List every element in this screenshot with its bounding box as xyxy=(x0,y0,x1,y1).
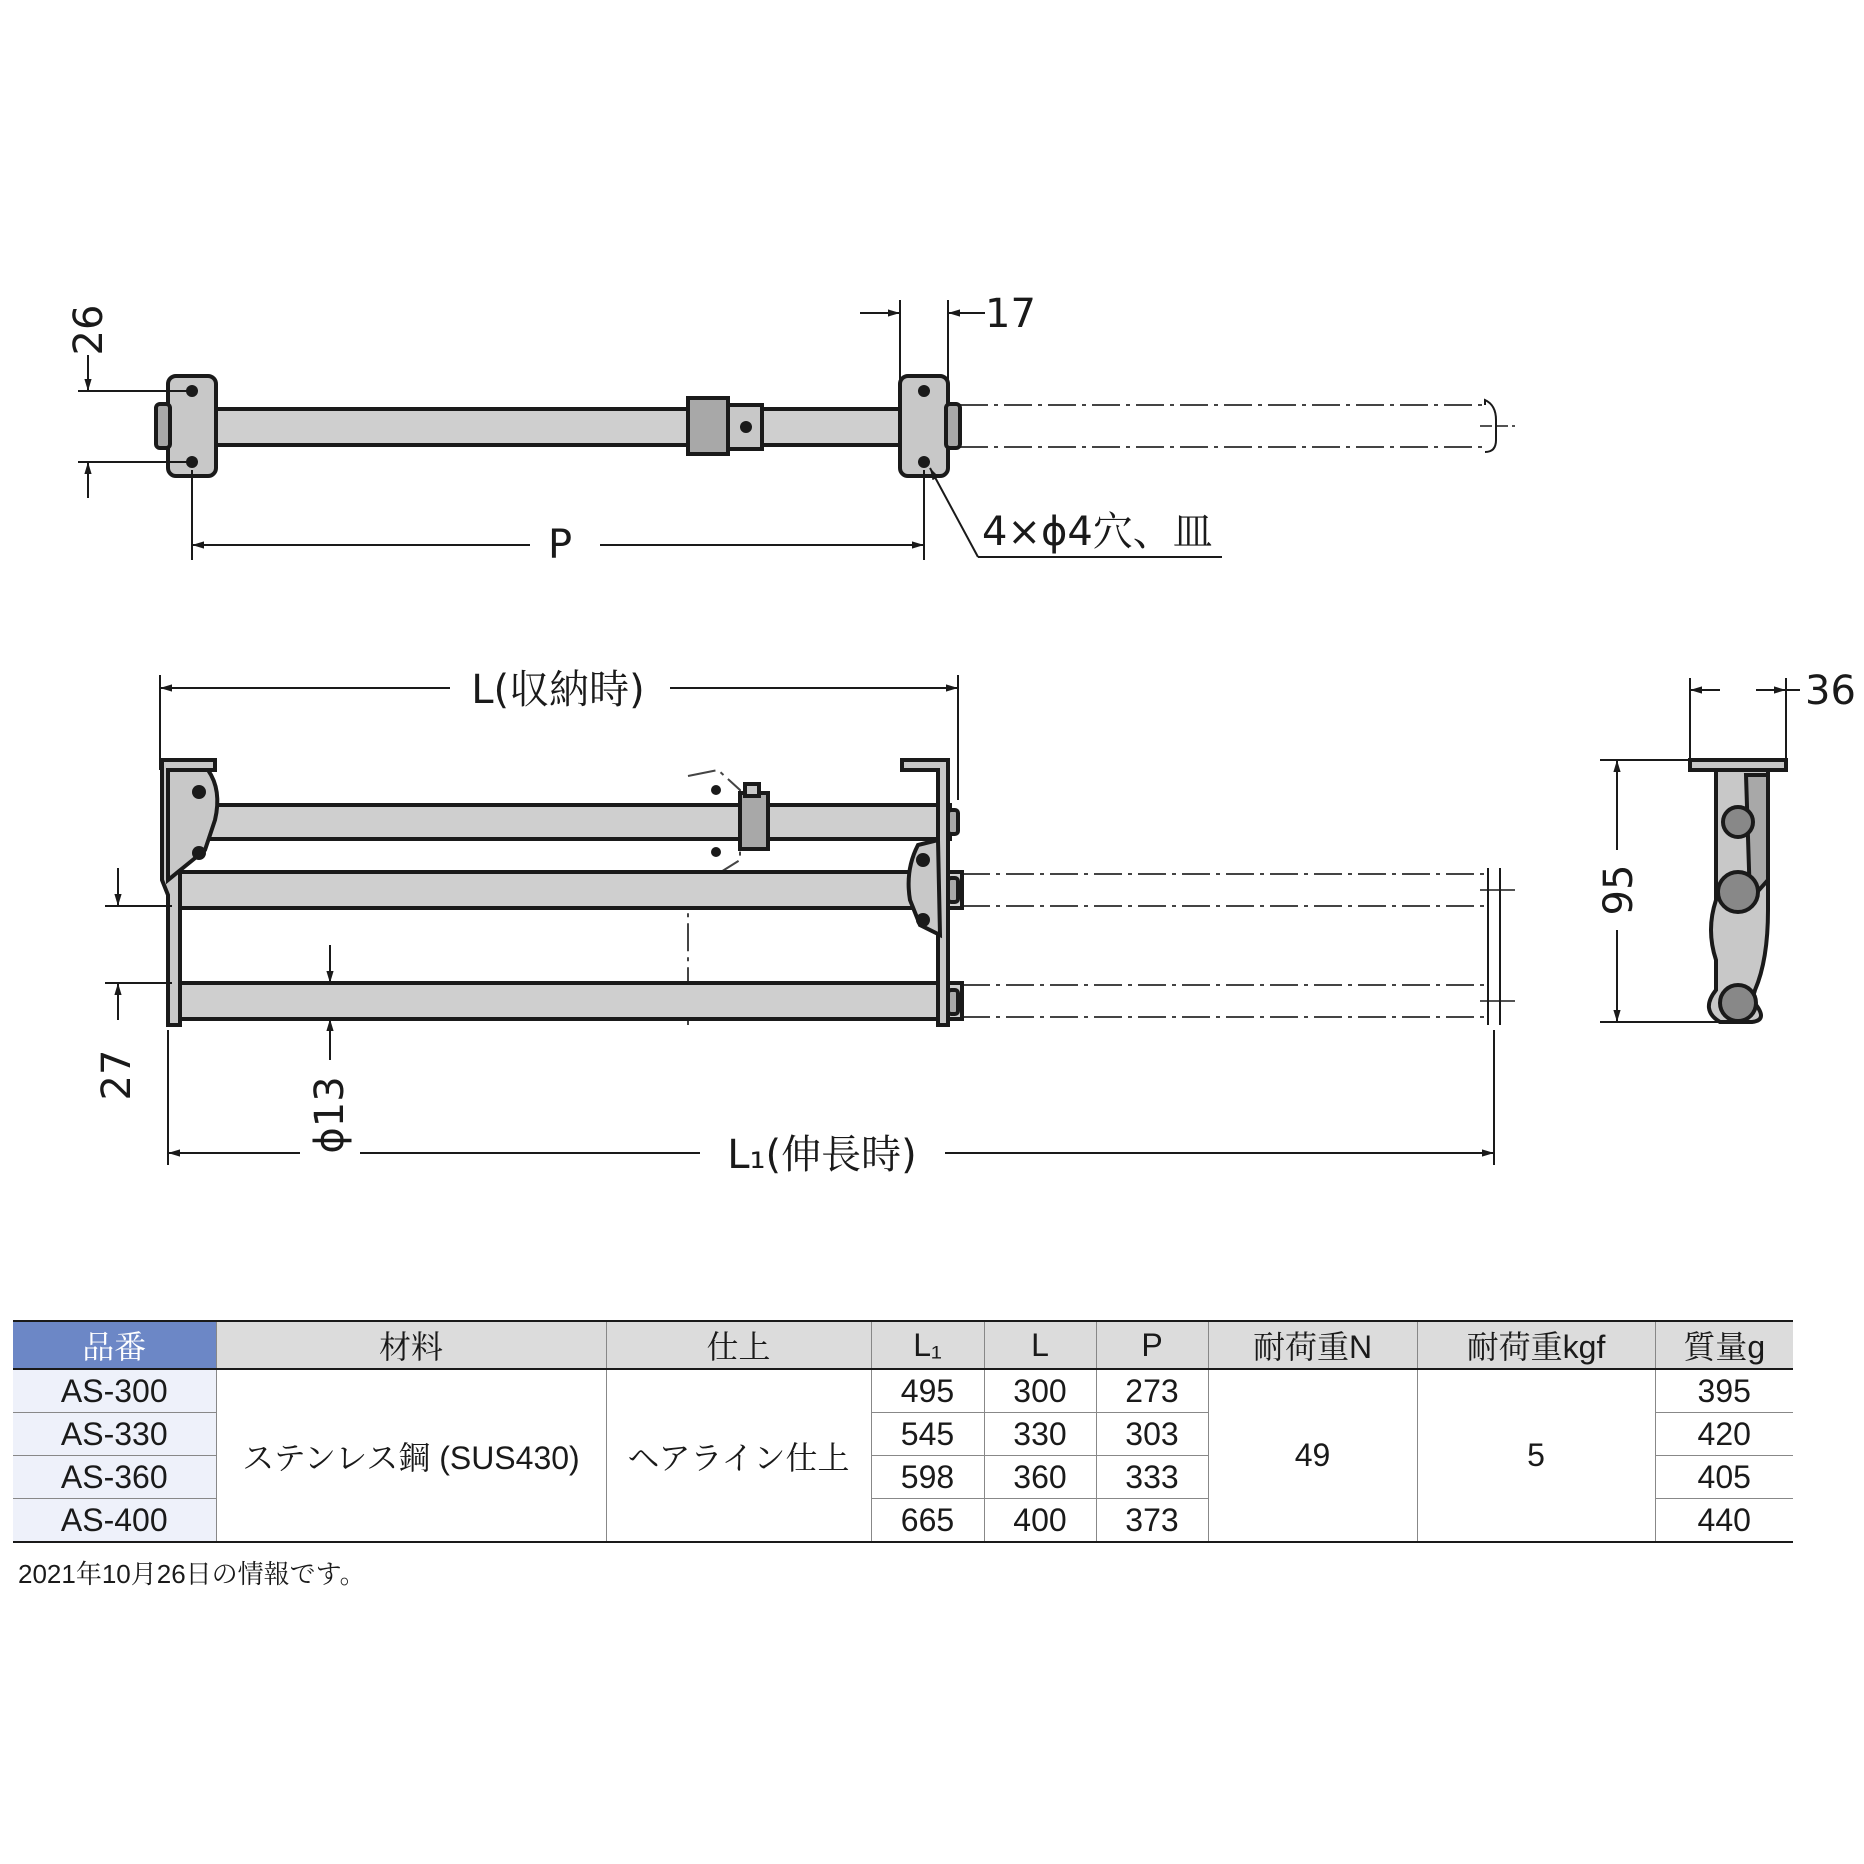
l-cell: 330 xyxy=(984,1413,1096,1456)
table-row xyxy=(13,1369,1793,1413)
top-view xyxy=(66,291,1515,568)
dim-27: 27 xyxy=(94,1049,140,1101)
header-l: L xyxy=(984,1321,1096,1369)
part-number-cell: AS-400 xyxy=(13,1499,216,1543)
part-number-cell: AS-360 xyxy=(13,1456,216,1499)
mass-cell: 395 xyxy=(1655,1369,1793,1413)
load-n-cell: 49 xyxy=(1208,1369,1417,1542)
header-load-n: 耐荷重N xyxy=(1208,1321,1417,1369)
header-l1: L₁ xyxy=(871,1321,984,1369)
front-view xyxy=(94,667,1515,1178)
header-p: P xyxy=(1096,1321,1208,1369)
part-number-cell: AS-300 xyxy=(13,1369,216,1413)
l-cell: 400 xyxy=(984,1499,1096,1543)
p-cell: 333 xyxy=(1096,1456,1208,1499)
header-part-no: 品番 xyxy=(13,1321,216,1369)
l-cell: 360 xyxy=(984,1456,1096,1499)
header-load-kgf: 耐荷重kgf xyxy=(1417,1321,1655,1369)
dim-17: 17 xyxy=(985,291,1036,337)
side-view xyxy=(1596,668,1856,1022)
l1-cell: 545 xyxy=(871,1413,984,1456)
header-material: 材料 xyxy=(216,1321,606,1369)
lower-rod xyxy=(172,983,962,1019)
spec-table xyxy=(13,1320,1793,1543)
dim-95: 95 xyxy=(1596,864,1642,916)
p-cell: 273 xyxy=(1096,1369,1208,1413)
dim-phi13: ϕ13 xyxy=(307,1076,353,1154)
finish-cell: ヘアライン仕上 xyxy=(606,1369,871,1542)
rod xyxy=(212,409,912,445)
dim-36: 36 xyxy=(1805,668,1856,714)
p-cell: 303 xyxy=(1096,1413,1208,1456)
l1-cell: 665 xyxy=(871,1499,984,1543)
upper-rod xyxy=(205,805,950,839)
hole-note: 4×ϕ4穴、皿 xyxy=(982,509,1213,555)
header-mass: 質量g xyxy=(1655,1321,1793,1369)
dim-p: P xyxy=(547,522,573,568)
mass-cell: 440 xyxy=(1655,1499,1793,1543)
p-cell: 373 xyxy=(1096,1499,1208,1543)
material-cell: ステンレス鋼 (SUS430) xyxy=(216,1369,606,1542)
load-kgf-cell: 5 xyxy=(1417,1369,1655,1542)
middle-rod xyxy=(172,872,962,908)
mass-cell: 420 xyxy=(1655,1413,1793,1456)
header-finish: 仕上 xyxy=(606,1321,871,1369)
l-cell: 300 xyxy=(984,1369,1096,1413)
dim-l: L(収納時) xyxy=(471,667,645,713)
slider-block xyxy=(688,398,728,454)
info-date-note: 2021年10月26日の情報です。 xyxy=(18,1559,366,1589)
part-number-cell: AS-330 xyxy=(13,1413,216,1456)
dim-l1: L₁(伸長時) xyxy=(727,1132,917,1178)
mass-cell: 405 xyxy=(1655,1456,1793,1499)
table-header-row xyxy=(13,1321,1793,1369)
dim-26: 26 xyxy=(66,304,112,356)
l1-cell: 495 xyxy=(871,1369,984,1413)
l1-cell: 598 xyxy=(871,1456,984,1499)
